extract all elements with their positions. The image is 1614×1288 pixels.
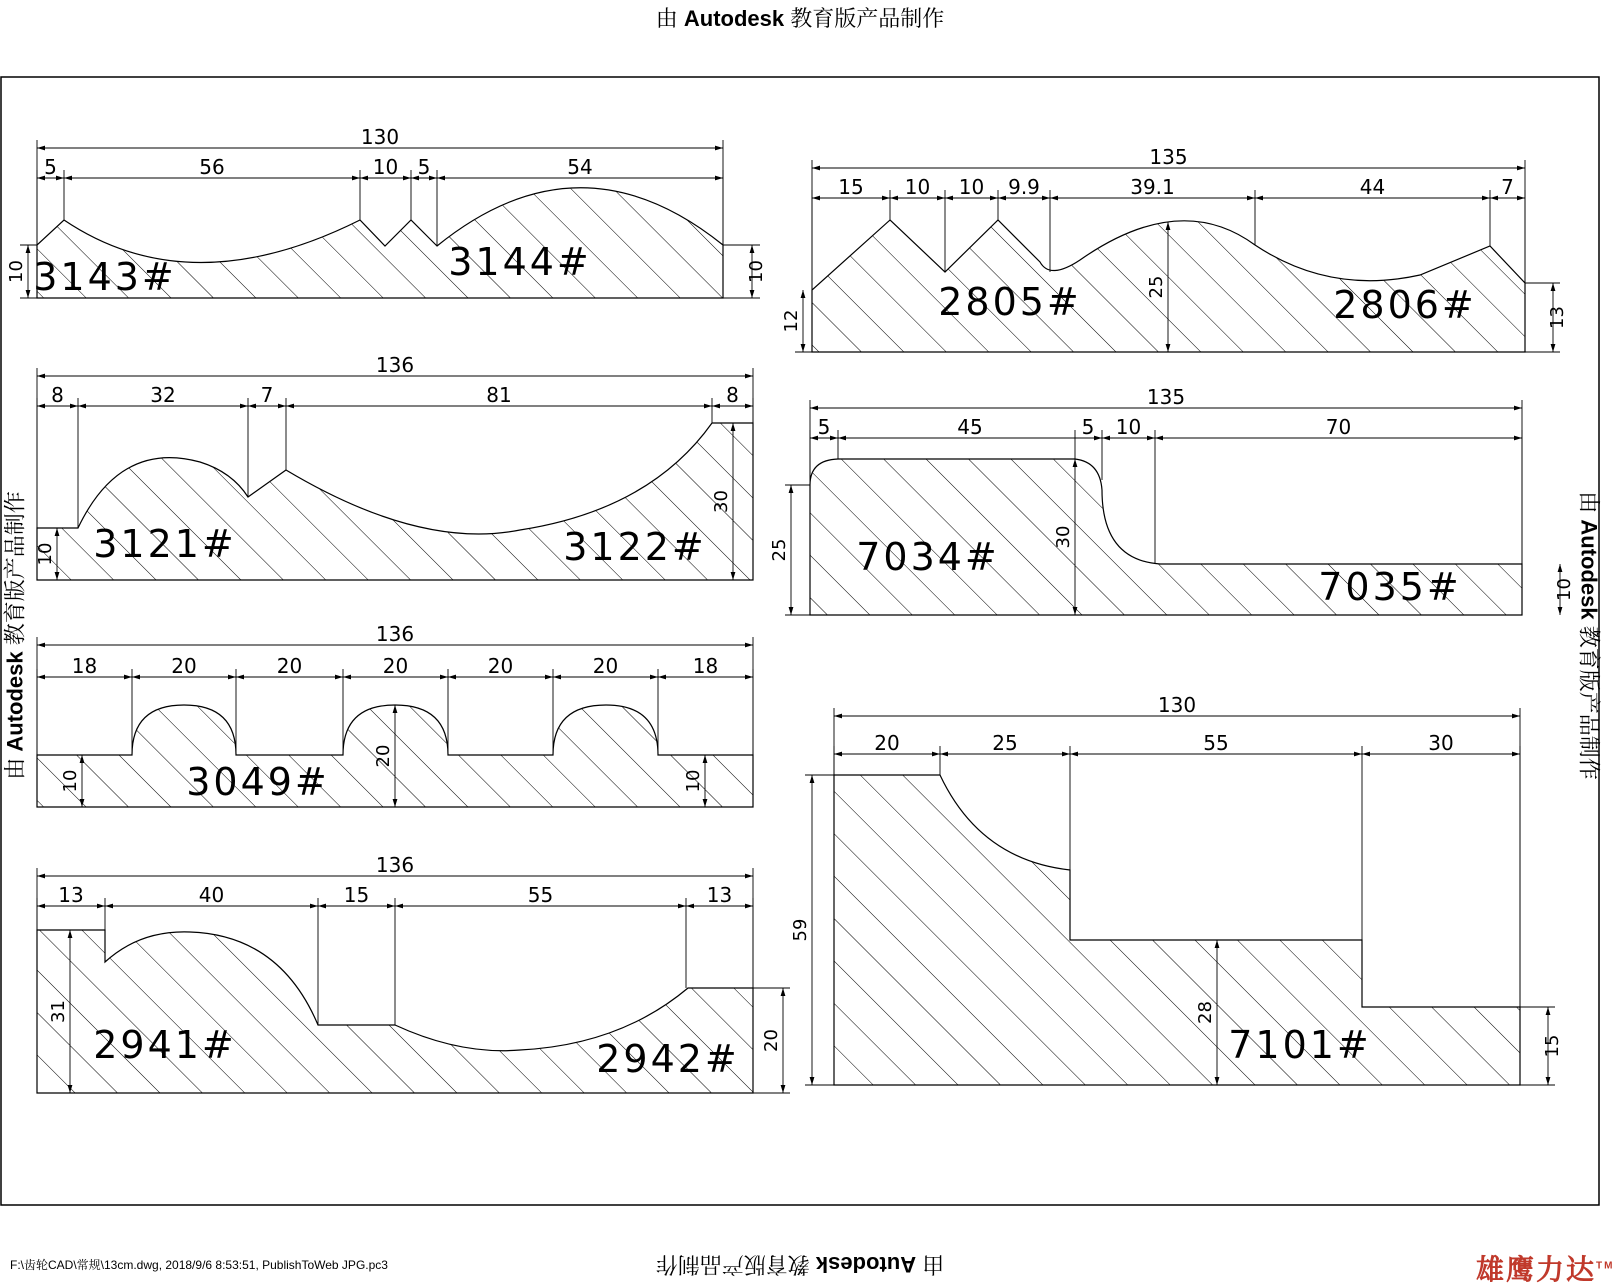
profile-label-3143: 3143# [33,255,177,299]
dim-3049-chain-label: 20 [171,654,197,678]
dim-3121-h-right-label: 30 [711,490,732,513]
profile-label-7101: 7101# [1228,1023,1372,1067]
dim-7101-chain-label: 55 [1203,731,1229,755]
dim-2805-chain-label: 15 [838,175,864,199]
dim-3049-h-center-label: 20 [373,744,394,768]
dim-3121-total-label: 136 [375,353,415,377]
dim-2805-h-left-label: 12 [781,309,802,333]
dim-7034-chain-label: 5 [817,415,831,439]
dim-3143-chain-label: 5 [44,155,57,179]
watermark-top: 由 Autodesk 教育版产品制作 [655,6,945,31]
profile-label-2941: 2941# [93,1023,237,1067]
dim-3049-chain-label: 20 [276,654,303,678]
dim-3049-chain-label: 20 [382,654,409,678]
profile-7101-shape [834,775,1520,1085]
dim-3049-h-right-label: 10 [683,769,704,793]
dim-7034-h-center-label: 30 [1053,525,1074,549]
dim-3049-total-label: 136 [375,622,415,646]
dim-2941-chain-label: 55 [527,883,554,907]
dim-7034-chain-label: 70 [1325,415,1352,439]
dim-3143-h-right-label: 10 [746,260,767,283]
dim-7034-total-label: 135 [1146,385,1186,409]
dim-2805-chain-label: 39.1 [1130,175,1175,199]
dim-2941-total-label: 136 [375,853,415,877]
watermark-left: 由 Autodesk 教育版产品制作 [2,491,28,780]
dim-2805-chain-label: 10 [958,175,985,199]
dim-7101-chain-label: 30 [1428,731,1454,755]
profile-label-3144: 3144# [448,240,592,284]
dim-3143-chain-label: 10 [372,155,399,179]
watermark-right: 由 Autodesk 教育版产品制作 [1576,491,1602,780]
profile-label-2942: 2942# [596,1037,740,1081]
dim-2805-chain-label: 9.9 [1008,175,1040,199]
dim-7101-chain-label: 25 [992,731,1018,755]
dim-7034-chain-label: 45 [957,415,983,439]
dim-3143-chain-label: 56 [199,155,225,179]
dim-2941-h-left-label: 31 [48,1000,69,1023]
profile-label-3121: 3121# [93,522,237,566]
dim-2941-chain-label: 13 [706,883,733,907]
file-path-footer: F:\齿轮CAD\常规\13cm.dwg, 2018/9/6 8:53:51, PublishToWeb JPG.pc3 [10,1258,388,1272]
dim-2941-chain-label: 40 [198,883,225,907]
dim-7034-chain-label: 5 [1081,415,1095,439]
dim-3049-chain-label: 18 [71,654,98,678]
brand-logo: 雄鹰力达™ [1476,1253,1614,1286]
dim-3143-chain-label: 5 [417,155,431,179]
dim-2805-h-center-label: 25 [1146,275,1167,299]
dim-2805-total-label: 135 [1149,145,1188,169]
dim-7101-h-right-label: 15 [1542,1034,1563,1058]
dim-3121-chain-label: 32 [150,383,176,407]
dim-3049-chain-label: 18 [692,654,719,678]
profile-label-3049: 3049# [186,760,330,804]
dim-3121-chain-label: 81 [486,383,512,407]
dim-3143-chain-label: 54 [567,155,593,179]
dim-7101-total-label: 130 [1157,693,1197,717]
dim-7034-h-left-label: 25 [769,538,790,562]
dim-2805-chain-label: 44 [1359,175,1386,199]
dim-2805-chain-label: 7 [1501,175,1514,199]
dim-3143-h-left-label: 10 [6,260,27,283]
profile-label-7035: 7035# [1318,565,1462,609]
dim-7101-h-left-label: 59 [790,918,811,942]
dim-2805-chain-label: 10 [904,175,931,199]
dim-7101-h-center-label: 28 [1195,1001,1216,1024]
profile-label-2806: 2806# [1333,283,1477,327]
profile-label-3122: 3122# [563,525,707,569]
dim-3121-h-left-label: 10 [35,542,56,566]
watermark-bottom: 由 Autodesk 教育版产品制作 [655,1252,945,1277]
dim-7034-chain-label: 10 [1115,415,1142,439]
profile-label-2805: 2805# [938,280,1082,324]
profile-drawings [6,125,1575,1093]
drawing-frame [0,76,1600,1206]
dim-2941-chain-label: 13 [58,883,84,907]
dim-2941-chain-label: 15 [343,883,370,907]
dim-3121-chain-label: 7 [260,383,274,407]
dim-2805-h-right-label: 13 [1547,306,1568,329]
dim-3143-total-label: 130 [360,125,400,149]
profile-label-7034: 7034# [856,535,1000,579]
dim-7034-h-right-label: 10 [1554,578,1575,601]
dim-7101-chain-label: 20 [874,731,900,755]
dim-2941-h-right-label: 20 [761,1029,782,1052]
dim-3049-chain-label: 20 [592,654,619,678]
dim-3049-chain-label: 20 [487,654,514,678]
dim-3121-chain-label: 8 [726,383,739,407]
dim-3049-h-left-label: 10 [60,769,81,793]
dim-3121-chain-label: 8 [51,383,64,407]
